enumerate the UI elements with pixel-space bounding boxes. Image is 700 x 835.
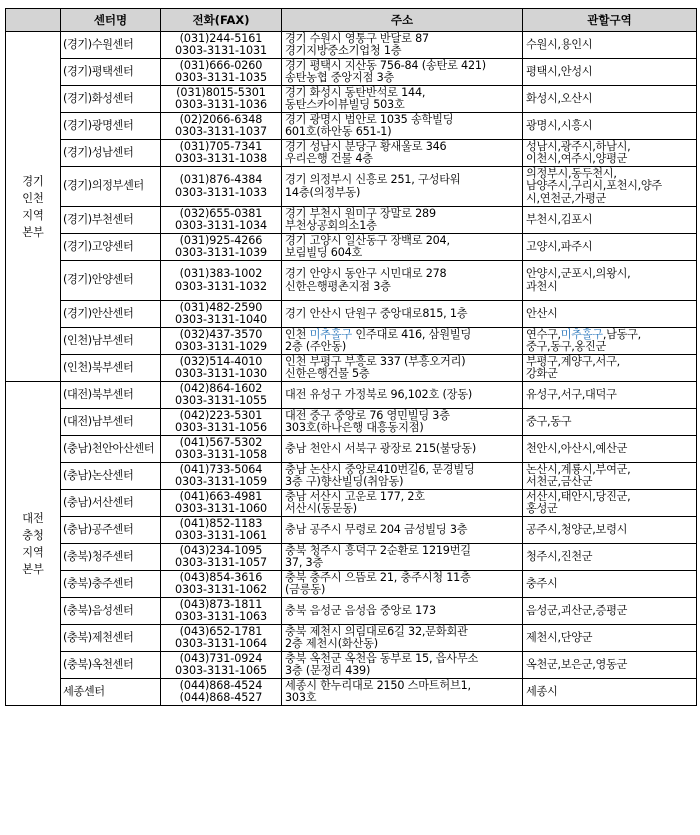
text-line: (041)567-5302 [179, 435, 263, 449]
table-row [6, 301, 697, 328]
text-line: (031)244-5161 [179, 31, 263, 45]
text-line: 인천 [22, 191, 44, 205]
text-line: 충북 청주시 흥덕구 2순환로 1219번길 [285, 543, 471, 557]
text-line: 경기 안산시 단원구 중앙대로815, 1층 [285, 306, 468, 320]
text-line: 보림빌딩 604호 [285, 246, 363, 259]
text-line: 중구,동구,옹진군 [526, 340, 607, 353]
text-line: 대전 유성구 가정북로 96,102호 (장동) [285, 387, 472, 401]
center-name: 세종센터 [61, 679, 161, 706]
table-row [6, 207, 697, 234]
center-name: (경기)성남센터 [61, 140, 161, 167]
text-line: 안산시 [526, 306, 558, 320]
jurisdiction-area [523, 544, 697, 571]
text-line: (043)873-1811 [179, 597, 263, 611]
address [282, 436, 523, 463]
table-row [6, 463, 697, 490]
text-line: 동탄스카이뷰빌딩 503호 [285, 98, 405, 111]
center-name: (경기)안산센터 [61, 301, 161, 328]
text-line: 303호(하나은행 대흥동지점) [285, 421, 424, 434]
text-line: 경기 부천시 원미구 장말로 289 [285, 206, 436, 220]
text-line: 0303-3131-1039 [174, 246, 268, 259]
text-line: (031)8015-5301 [176, 85, 266, 99]
text-line: 수원시,용인시 [526, 37, 593, 51]
text-line: 서산시(동문동) [285, 502, 357, 515]
text-line: 세종시 한누리대로 2150 스마트허브1, [285, 678, 471, 692]
header-center: 센터명 [61, 9, 161, 32]
text-line: (044)868-4524 [179, 678, 263, 692]
text-line: 0303-3131-1062 [174, 583, 268, 596]
phone-fax [161, 436, 282, 463]
jurisdiction-area [523, 355, 697, 382]
phone-fax [161, 517, 282, 544]
text-line: 논산시,계룡시,부여군, [526, 462, 631, 476]
jurisdiction-area [523, 463, 697, 490]
text-line: 부천시,김포시 [526, 212, 593, 226]
table-row [6, 59, 697, 86]
table-row [6, 234, 697, 261]
text-line: 0303-3131-1035 [174, 71, 268, 84]
text-line: 0303-3131-1036 [174, 98, 268, 111]
text-line: (044)868-4527 [179, 691, 263, 704]
address [282, 463, 523, 490]
text-line: 충남 서산시 고운로 177, 2호 [285, 489, 425, 503]
text-line: (043)731-0924 [179, 651, 263, 665]
address [282, 261, 523, 301]
text-line: (031)666-0260 [179, 58, 263, 72]
text-line: 시,연천군,가평군 [526, 191, 607, 205]
table-row [6, 625, 697, 652]
phone-fax [161, 409, 282, 436]
address [282, 625, 523, 652]
phone-fax [161, 140, 282, 167]
table-row [6, 571, 697, 598]
jurisdiction-area [523, 234, 697, 261]
text-line: 공주시,청양군,보령시 [526, 522, 628, 536]
text-line: 0303-3131-1057 [174, 556, 268, 569]
text-line: 우리은행 건물 4층 [285, 152, 373, 165]
phone-fax [161, 261, 282, 301]
text-line: 0303-3131-1064 [174, 637, 268, 650]
address [282, 571, 523, 598]
text-line: 0303-3131-1029 [174, 340, 268, 353]
text-line: 성남시,광주시,하남시, [526, 139, 631, 153]
address [282, 234, 523, 261]
jurisdiction-area [523, 517, 697, 544]
phone-fax [161, 328, 282, 355]
text-line: 14층(의정부동) [285, 185, 361, 199]
text-line: 0303-3131-1040 [174, 313, 268, 326]
table-row [6, 490, 697, 517]
text-line: 화성시,오산시 [526, 91, 593, 105]
text-line: 충북 음성군 음성읍 중앙로 173 [285, 603, 436, 617]
phone-fax [161, 167, 282, 207]
text-line: 송탄농협 중앙지점 3층 [285, 71, 395, 84]
text-line: 0303-3131-1033 [174, 185, 268, 199]
address [282, 598, 523, 625]
text-line: 충남 천안시 서북구 광장로 215(불당동) [285, 441, 477, 455]
text-line: 충북 제천시 의림대로6길 32,문화회관 [285, 624, 468, 638]
text-line: 601호(하안동 651-1) [285, 125, 392, 138]
text-line: 0303-3131-1037 [174, 125, 268, 138]
text-line: 연수구,미추홀구,남동구, [526, 327, 641, 341]
table-row [6, 409, 697, 436]
text-line: 3층 구)향산빌딩(취암동) [285, 475, 404, 488]
center-name: (경기)화성센터 [61, 86, 161, 113]
text-line: 남양주시,구리시,포천시,양주 [526, 179, 662, 193]
jurisdiction-area [523, 382, 697, 409]
text-line: 2층 제천시(화산동) [285, 637, 378, 650]
phone-fax [161, 625, 282, 652]
table-row [6, 328, 697, 355]
address [282, 207, 523, 234]
center-name: (충북)음성센터 [61, 598, 161, 625]
text-line: 충주시 [526, 576, 558, 590]
phone-fax [161, 113, 282, 140]
text-line: 평택시,안성시 [526, 64, 593, 78]
text-line: 중구,동구 [526, 414, 572, 428]
address [282, 301, 523, 328]
text-line: 경기 성남시 분당구 황새울로 346 [285, 139, 447, 153]
header-region [6, 9, 61, 32]
center-name: (경기)안양센터 [61, 261, 161, 301]
table-row [6, 679, 697, 706]
phone-fax [161, 301, 282, 328]
text-line: 충남 공주시 무령로 204 금성빌딩 3층 [285, 522, 468, 536]
table-row [6, 598, 697, 625]
jurisdiction-area [523, 652, 697, 679]
phone-fax [161, 490, 282, 517]
text-line: 부천상공회의소1층 [285, 219, 377, 232]
address [282, 409, 523, 436]
text-line: 이천시,여주시,양평군 [526, 152, 628, 165]
center-directory-table [5, 8, 697, 706]
text-line: (042)864-1602 [179, 381, 263, 395]
text-line: 0303-3131-1030 [174, 367, 268, 380]
text-line: (042)223-5301 [179, 408, 263, 422]
text-line: (031)705-7341 [179, 139, 263, 153]
text-line: 신한은행건물 5층 [285, 367, 370, 380]
table-row [6, 355, 697, 382]
phone-fax [161, 652, 282, 679]
text-line: 경기 [22, 174, 44, 188]
address [282, 652, 523, 679]
highlight-text: 미추홀구 [560, 327, 603, 341]
header-row [6, 9, 697, 32]
text-line: 경기 광명시 범안로 1035 송학빌딩 [285, 112, 454, 126]
phone-fax [161, 571, 282, 598]
header-area: 관할구역 [523, 9, 697, 32]
text-line: 경기 안양시 동안구 시민대로 278 [285, 267, 447, 281]
text-line: 0303-3131-1056 [174, 421, 268, 434]
address [282, 140, 523, 167]
text-line: 0303-3131-1058 [174, 448, 268, 461]
center-name: (경기)광명센터 [61, 113, 161, 140]
text-line: 지역 [22, 208, 44, 222]
center-name: (경기)평택센터 [61, 59, 161, 86]
phone-fax [161, 86, 282, 113]
text-line: 경기 화성시 동탄반석로 144, [285, 85, 426, 99]
text-line: 안양시,군포시,의왕시, [526, 267, 631, 281]
table-row [6, 436, 697, 463]
center-name: (충북)제천센터 [61, 625, 161, 652]
address [282, 59, 523, 86]
table-row [6, 140, 697, 167]
text-line: 0303-3131-1061 [174, 529, 268, 542]
text-line: 0303-3131-1032 [174, 279, 268, 293]
text-line: 신한은행평촌지점 3층 [285, 279, 391, 293]
center-name: (인천)북부센터 [61, 355, 161, 382]
text-line: 청주시,진천군 [526, 549, 593, 563]
phone-fax [161, 382, 282, 409]
jurisdiction-area [523, 32, 697, 59]
text-line: 지역 [22, 545, 44, 559]
text-line: 본부 [22, 562, 44, 576]
text-line: 0303-3131-1031 [174, 44, 268, 57]
phone-fax [161, 598, 282, 625]
highlight-text: 미추홀구 [309, 327, 353, 341]
address [282, 167, 523, 207]
text-line: (031)383-1002 [179, 267, 263, 281]
text-line: 303호 [285, 691, 317, 704]
center-name: (경기)의정부센터 [61, 167, 161, 207]
text-line: (041)663-4981 [179, 489, 263, 503]
text-line: 강화군 [526, 367, 558, 380]
phone-fax [161, 32, 282, 59]
text-line: 서산시,태안시,당진군, [526, 489, 631, 503]
text-line: 경기 의정부시 신흥로 251, 구성타워 [285, 173, 461, 187]
text-line: 충북 충주시 으뜸로 21, 충주시청 11층 [285, 570, 471, 584]
text-line: 홍성군 [526, 502, 558, 515]
table-row [6, 652, 697, 679]
text-line: 서천군,금산군 [526, 475, 593, 488]
text-line: (043)854-3616 [179, 570, 263, 584]
text-line: 3층 (문정리 439) [285, 664, 371, 677]
text-line: (금릉동) [285, 583, 326, 596]
address [282, 355, 523, 382]
region-cell [6, 382, 61, 706]
table-row [6, 86, 697, 113]
text-line: 0303-3131-1055 [174, 394, 268, 407]
text-line: 과천시 [526, 279, 558, 293]
text-line: 대전 [22, 511, 44, 525]
text-line: 인천 미추홀구 인주대로 416, 삼원빌딩 [285, 327, 472, 341]
text-line: (032)514-4010 [179, 354, 263, 368]
table-row [6, 167, 697, 207]
text-line: (043)234-1095 [179, 543, 263, 557]
header-address: 주소 [282, 9, 523, 32]
text-line: 충북 옥천군 옥천읍 동부로 15, 읍사무소 [285, 651, 479, 665]
center-name: (충북)충주센터 [61, 571, 161, 598]
center-name: (대전)북부센터 [61, 382, 161, 409]
phone-fax [161, 234, 282, 261]
address [282, 382, 523, 409]
text-line: (032)655-0381 [179, 206, 263, 220]
jurisdiction-area [523, 86, 697, 113]
jurisdiction-area [523, 261, 697, 301]
text-line: 대전 중구 중앙로 76 영민빌딩 3층 [285, 408, 450, 422]
phone-fax [161, 544, 282, 571]
text-line: 부평구,계양구,서구, [526, 354, 620, 368]
text-line: 천안시,아산시,예산군 [526, 441, 628, 455]
jurisdiction-area [523, 571, 697, 598]
address [282, 328, 523, 355]
text-line: 인천 부평구 부흥로 337 (부흥오거리) [285, 354, 466, 368]
table-row [6, 261, 697, 301]
text-line: 충남 논산시 중앙로410번길6, 문경빌딩 [285, 462, 475, 476]
address [282, 86, 523, 113]
jurisdiction-area [523, 301, 697, 328]
center-name: (충남)공주센터 [61, 517, 161, 544]
phone-fax [161, 463, 282, 490]
text-line: (041)852-1183 [179, 516, 263, 530]
text-line: 본부 [22, 225, 44, 239]
jurisdiction-area [523, 436, 697, 463]
jurisdiction-area [523, 598, 697, 625]
header-phone: 전화(FAX) [161, 9, 282, 32]
phone-fax [161, 355, 282, 382]
text-line: 고양시,파주시 [526, 239, 593, 253]
address [282, 490, 523, 517]
text-line: 충청 [22, 528, 44, 542]
text-line: 2층 (주안동) [285, 340, 347, 353]
jurisdiction-area [523, 59, 697, 86]
text-line: (031)482-2590 [179, 300, 263, 314]
center-name: (대전)남부센터 [61, 409, 161, 436]
center-name: (경기)수원센터 [61, 32, 161, 59]
center-name: (충북)청주센터 [61, 544, 161, 571]
text-line: 0303-3131-1059 [174, 475, 268, 488]
address [282, 32, 523, 59]
center-name: (경기)부천센터 [61, 207, 161, 234]
text-line: 옥천군,보은군,영동군 [526, 657, 628, 671]
text-line: 37, 3층 [285, 556, 324, 569]
text-line: (032)437-3570 [179, 327, 263, 341]
center-name: (충남)논산센터 [61, 463, 161, 490]
text-line: 경기 평택시 지산동 756-84 (송탄로 421) [285, 58, 486, 72]
text-line: (043)652-1781 [179, 624, 263, 638]
table-row [6, 113, 697, 140]
text-line: 0303-3131-1065 [174, 664, 268, 677]
text-line: (02)2066-6348 [179, 112, 263, 126]
text-line: 광명시,시흥시 [526, 118, 593, 132]
text-line: 0303-3131-1060 [174, 502, 268, 515]
jurisdiction-area [523, 167, 697, 207]
phone-fax [161, 207, 282, 234]
jurisdiction-area [523, 113, 697, 140]
text-line: (041)733-5064 [179, 462, 263, 476]
text-line: (031)925-4266 [179, 233, 263, 247]
jurisdiction-area [523, 328, 697, 355]
text-line: 경기지방중소기업청 1층 [285, 44, 402, 57]
text-line: 의정부시,동두천시, [526, 166, 617, 180]
text-line: 0303-3131-1038 [174, 152, 268, 165]
phone-fax [161, 679, 282, 706]
text-line: 경기 고양시 일산동구 장백로 204, [285, 233, 450, 247]
center-name: (인천)남부센터 [61, 328, 161, 355]
center-name: (충남)서산센터 [61, 490, 161, 517]
address [282, 517, 523, 544]
address [282, 679, 523, 706]
address [282, 544, 523, 571]
phone-fax [161, 59, 282, 86]
center-name: (충남)천안아산센터 [61, 436, 161, 463]
text-line: (031)876-4384 [179, 173, 263, 187]
jurisdiction-area [523, 207, 697, 234]
jurisdiction-area [523, 490, 697, 517]
text-line: 음성군,괴산군,증평군 [526, 603, 628, 617]
center-name: (경기)고양센터 [61, 234, 161, 261]
table-row [6, 544, 697, 571]
table-row [6, 382, 697, 409]
jurisdiction-area [523, 679, 697, 706]
table-row [6, 517, 697, 544]
text-line: 경기 수원시 영통구 반달로 87 [285, 31, 429, 45]
region-cell [6, 32, 61, 382]
table-row [6, 32, 697, 59]
jurisdiction-area [523, 140, 697, 167]
text-line: 0303-3131-1034 [174, 219, 268, 232]
address [282, 113, 523, 140]
text-line: 제천시,단양군 [526, 630, 593, 644]
text-line: 세종시 [526, 684, 558, 698]
text-line: 0303-3131-1063 [174, 610, 268, 623]
jurisdiction-area [523, 409, 697, 436]
center-name: (충북)옥천센터 [61, 652, 161, 679]
jurisdiction-area [523, 625, 697, 652]
text-line: 유성구,서구,대덕구 [526, 387, 617, 401]
